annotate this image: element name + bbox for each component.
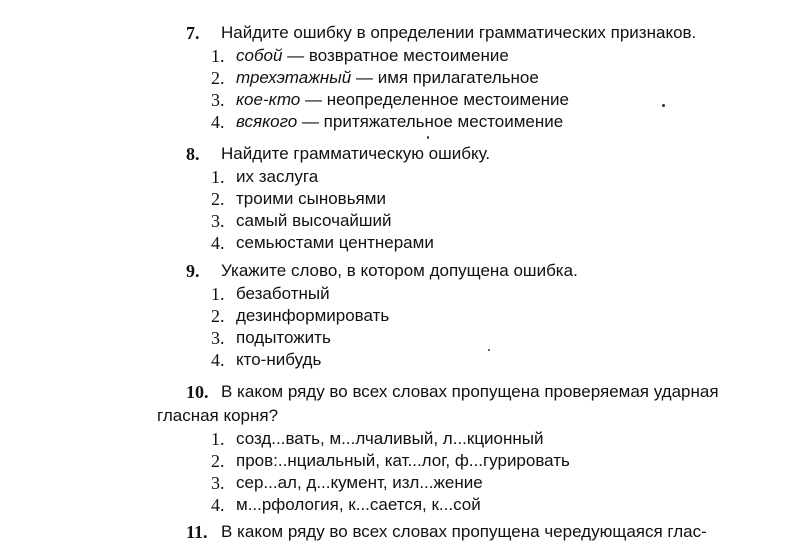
option-text: подытожить — [236, 328, 331, 347]
option-3 — [0, 327, 793, 349]
option-number: 3. — [211, 473, 225, 493]
option-number: 2. — [211, 189, 225, 209]
option-text — [236, 45, 509, 67]
option-3 — [0, 89, 793, 111]
question-8 — [0, 142, 793, 254]
option-number: 3. — [211, 328, 225, 348]
option-text: сер...ал, д...кумент, изл...жение — [236, 473, 483, 492]
question-number: 10. — [186, 382, 209, 402]
option-text: пров:..нциальный, кат...лог, ф...гурировать — [236, 451, 570, 470]
question-10-header — [0, 380, 793, 404]
option-text: троими сыновьями — [236, 189, 386, 208]
option-4 — [0, 494, 793, 516]
option-text: созд...вать, м...лчаливый, л...кционный — [236, 429, 544, 448]
option-number: 4. — [211, 233, 225, 253]
option-4 — [0, 232, 793, 254]
option-2 — [0, 67, 793, 89]
scan-speck — [427, 136, 429, 139]
option-number: 1. — [211, 284, 225, 304]
option-2 — [0, 305, 793, 327]
scan-speck — [488, 349, 490, 351]
option-3 — [0, 210, 793, 232]
option-2 — [0, 450, 793, 472]
question-number: 9. — [186, 261, 200, 281]
option-4 — [0, 111, 793, 133]
option-text — [236, 111, 563, 133]
question-text: В каком ряду во всех словах пропущена чередующаяся глас- — [221, 522, 707, 541]
question-7 — [0, 21, 793, 133]
question-10 — [0, 380, 793, 516]
option-1 — [0, 45, 793, 67]
option-1 — [0, 166, 793, 188]
option-number: 1. — [211, 429, 225, 449]
option-text — [236, 67, 539, 89]
option-text — [236, 89, 569, 111]
option-word: кое-кто — [236, 90, 301, 109]
question-text: В каком ряду во всех словах пропущена проверяемая ударная — [221, 382, 719, 401]
question-text: Найдите ошибку в определении грамматических признаков. — [221, 23, 697, 42]
option-number: 4. — [211, 495, 225, 515]
question-9-header — [0, 259, 793, 283]
option-text: дезинформировать — [236, 306, 390, 325]
option-number: 4. — [211, 112, 225, 132]
option-number: 4. — [211, 350, 225, 370]
option-number: 2. — [211, 68, 225, 88]
option-description: — неопределенное местоимение — [300, 90, 569, 109]
option-text: самый высочайший — [236, 211, 392, 230]
option-2 — [0, 188, 793, 210]
option-number: 2. — [211, 451, 225, 471]
scan-speck — [662, 104, 665, 107]
question-7-header — [0, 21, 793, 45]
option-3 — [0, 472, 793, 494]
question-8-header — [0, 142, 793, 166]
option-text: м...рфология, к...сается, к...сой — [236, 495, 481, 514]
option-number: 2. — [211, 306, 225, 326]
question-11 — [0, 520, 793, 544]
question-11-header — [0, 520, 793, 544]
option-1 — [0, 283, 793, 305]
option-text: кто-нибудь — [236, 350, 322, 369]
question-10-header-cont — [0, 404, 793, 428]
option-text: семьюстами центнерами — [236, 233, 434, 252]
option-number: 3. — [211, 90, 225, 110]
question-number: 7. — [186, 23, 200, 43]
option-word: всякого — [236, 112, 298, 131]
option-text: их заслуга — [236, 167, 319, 186]
question-text: Укажите слово, в котором допущена ошибка. — [221, 261, 578, 280]
option-text: безаботный — [236, 284, 330, 303]
option-number: 1. — [211, 167, 225, 187]
option-description: — притяжательное местоимение — [297, 112, 564, 131]
question-number: 11. — [186, 522, 208, 542]
option-1 — [0, 428, 793, 450]
option-number: 1. — [211, 46, 225, 66]
question-9 — [0, 259, 793, 371]
option-4 — [0, 349, 793, 371]
question-text-continuation: гласная корня? — [157, 406, 279, 425]
option-number: 3. — [211, 211, 225, 231]
option-word: трехэтажный — [236, 68, 352, 87]
option-word: собой — [236, 46, 283, 65]
question-number: 8. — [186, 144, 200, 164]
option-description: — возвратное местоимение — [282, 46, 509, 65]
question-text: Найдите грамматическую ошибку. — [221, 144, 491, 163]
option-description: — имя прилагательное — [351, 68, 539, 87]
